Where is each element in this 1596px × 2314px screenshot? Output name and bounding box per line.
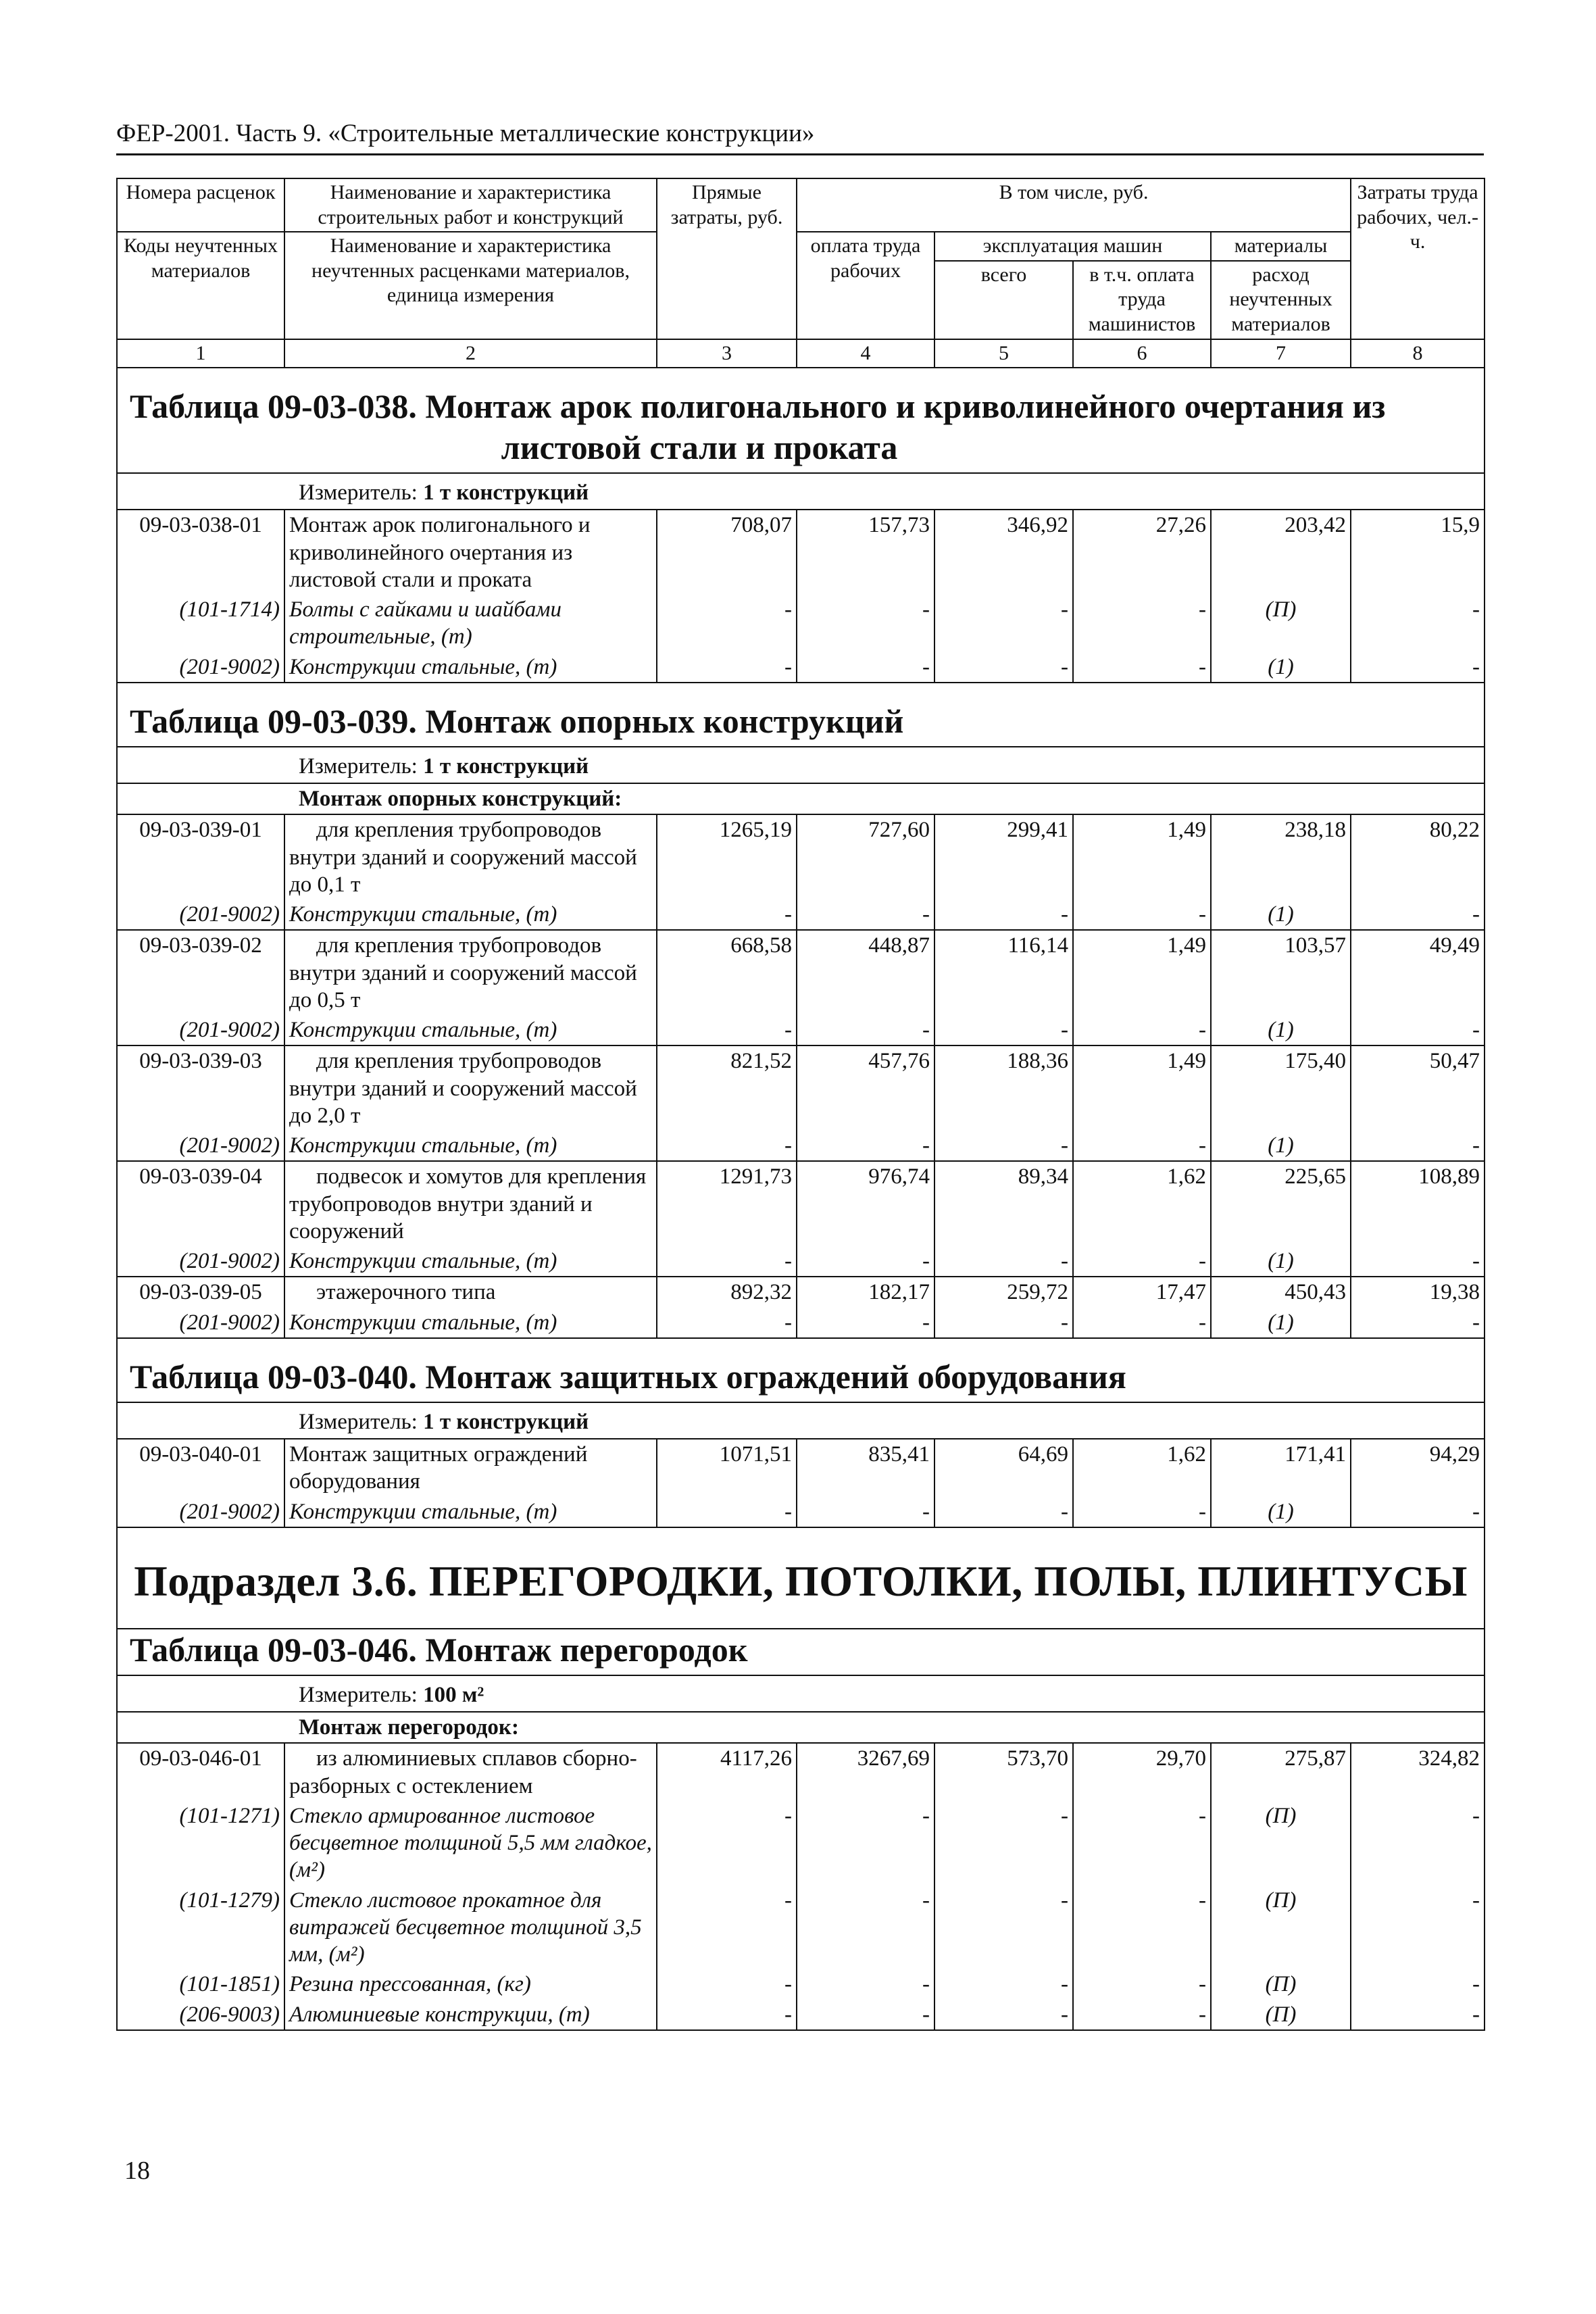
materials: 275,87 [1211,1743,1351,1801]
table-046-title: Таблица 09-03-046. Монтаж перегородок [117,1629,1485,1675]
dash: - [934,1308,1073,1338]
direct-costs: 668,58 [657,930,797,1015]
dash: - [934,1969,1073,1999]
table-046-unit [117,1675,1485,1712]
table-039-title: Таблица 09-03-039. Монтаж опорных конструкций [117,683,1485,747]
material-qty: (1) [1211,900,1351,930]
wages: 182,17 [797,1277,934,1307]
rate-code: 09-03-039-01 [117,814,284,900]
dash: - [1351,1497,1485,1527]
dash: - [1073,1497,1211,1527]
price-table [116,178,1485,2031]
machinists-wages: 1,62 [1073,1161,1211,1246]
rate-name [284,1161,657,1246]
dash: - [934,1015,1073,1045]
col-unaccounted-materials: расход неучтенных материалов [1211,261,1351,339]
material-name: Конструкции стальные, (т) [284,652,657,683]
table-039-unit [117,747,1485,783]
dash: - [1351,1246,1485,1277]
rate-code: 09-03-038-01 [117,510,284,595]
col-materials: материалы [1211,232,1351,261]
labor: 94,29 [1351,1439,1485,1497]
material-name: Конструкции стальные, (т) [284,1308,657,1338]
direct-costs: 1265,19 [657,814,797,900]
machines-total: 64,69 [934,1439,1073,1497]
unit-label: Измеритель: [299,1682,424,1707]
dash: - [797,1308,934,1338]
material-qty: (1) [1211,1015,1351,1045]
dash: - [934,595,1073,652]
wages: 157,73 [797,510,934,595]
dash: - [1351,652,1485,683]
rate-code: 09-03-046-01 [117,1743,284,1801]
table-038-title-line1: Таблица 09-03-038. Монтаж арок полигонального и криволинейного очертания из [130,387,1386,426]
dash: - [1073,652,1211,683]
dash: - [797,1246,934,1277]
material-code: (101-1714) [117,595,284,652]
wages: 835,41 [797,1439,934,1497]
labor: 15,9 [1351,510,1485,595]
wages: 727,60 [797,814,934,900]
material-code: (201-9002) [117,652,284,683]
col-num-4: 4 [797,339,934,368]
material-row [117,1308,1485,1338]
material-name: Стекло листовое прокатное для витражей бесцветное толщиной 3,5 мм, (м²) [284,1886,657,1970]
col-num-8: 8 [1351,339,1485,368]
dash: - [657,595,797,652]
col-rate-numbers: Номера расценок [117,178,284,232]
material-qty: (П) [1211,1886,1351,1970]
col-material-codes: Коды неучтенных материалов [117,232,284,339]
wages: 3267,69 [797,1743,934,1801]
table-row [117,1743,1485,1801]
machinists-wages: 1,62 [1073,1439,1211,1497]
material-code: (201-9002) [117,1308,284,1338]
material-name: Конструкции стальные, (т) [284,1015,657,1045]
unit-label: Измеритель: [299,1409,424,1434]
dash: - [657,1015,797,1045]
material-qty: (1) [1211,1246,1351,1277]
material-code: (101-1271) [117,1801,284,1886]
dash: - [1351,900,1485,930]
rate-code: 09-03-039-02 [117,930,284,1015]
col-num-2: 2 [284,339,657,368]
labor: 80,22 [1351,814,1485,900]
dash: - [797,652,934,683]
dash: - [1073,1886,1211,1970]
dash: - [1351,1308,1485,1338]
col-machines-total: всего [934,261,1073,339]
material-row [117,2000,1485,2030]
dash: - [797,1497,934,1527]
dash: - [1351,1969,1485,1999]
material-qty: (1) [1211,652,1351,683]
dash: - [657,652,797,683]
rate-name-text: подвесок и хомутов для крепления трубопроводов внутри зданий и сооружений [289,1164,647,1244]
dash: - [934,1886,1073,1970]
material-name: Стекло армированное листовое бесцветное толщиной 5,5 мм гладкое, (м²) [284,1801,657,1886]
material-row [117,1246,1485,1277]
rate-name-text: из алюминиевых сплавов сборно-разборных с остеклением [289,1746,637,1798]
machinists-wages: 1,49 [1073,930,1211,1015]
material-code: (206-9003) [117,2000,284,2030]
col-machinists-wages: в т.ч. оплата труда машинистов [1073,261,1211,339]
material-row [117,900,1485,930]
dash: - [797,595,934,652]
material-qty: (П) [1211,2000,1351,2030]
material-name: Конструкции стальные, (т) [284,1497,657,1527]
material-code: (201-9002) [117,1015,284,1045]
table-row [117,930,1485,1015]
dash: - [934,900,1073,930]
table-row [117,814,1485,900]
material-row [117,1131,1485,1161]
material-row [117,595,1485,652]
dash: - [934,1801,1073,1886]
direct-costs: 892,32 [657,1277,797,1307]
dash: - [657,1886,797,1970]
dash: - [657,1246,797,1277]
dash: - [797,2000,934,2030]
dash: - [657,1131,797,1161]
machines-total: 573,70 [934,1743,1073,1801]
dash: - [1073,1308,1211,1338]
rate-name [284,1045,657,1131]
dash: - [657,1308,797,1338]
material-qty: (1) [1211,1497,1351,1527]
machines-total: 346,92 [934,510,1073,595]
dash: - [1073,1131,1211,1161]
materials: 225,65 [1211,1161,1351,1246]
material-code: (201-9002) [117,1497,284,1527]
material-qty: (П) [1211,1969,1351,1999]
rate-name-text: для крепления трубопроводов внутри зданий и сооружений массой до 0,5 т [289,933,637,1012]
material-qty: (П) [1211,595,1351,652]
direct-costs: 821,52 [657,1045,797,1131]
dash: - [934,1131,1073,1161]
dash: - [1351,1801,1485,1886]
material-name: Конструкции стальные, (т) [284,900,657,930]
dash: - [797,900,934,930]
dash: - [1073,1969,1211,1999]
material-row [117,1015,1485,1045]
direct-costs: 1071,51 [657,1439,797,1497]
machinists-wages: 1,49 [1073,814,1211,900]
material-name: Алюминиевые конструкции, (т) [284,2000,657,2030]
table-038-title-line2: листовой стали и проката [501,428,898,467]
col-num-1: 1 [117,339,284,368]
material-name: Конструкции стальные, (т) [284,1246,657,1277]
direct-costs: 4117,26 [657,1743,797,1801]
rate-name: Монтаж арок полигонального и криволинейного очертания из листовой стали и проката [284,510,657,595]
table-038-title [117,368,1485,473]
table-row [117,1161,1485,1246]
direct-costs: 1291,73 [657,1161,797,1246]
dash: - [934,1246,1073,1277]
machines-total: 259,72 [934,1277,1073,1307]
machinists-wages: 1,49 [1073,1045,1211,1131]
dash: - [1351,595,1485,652]
table-040-unit [117,1402,1485,1439]
rate-code: 09-03-039-05 [117,1277,284,1307]
machinists-wages: 27,26 [1073,510,1211,595]
dash: - [797,1131,934,1161]
materials: 450,43 [1211,1277,1351,1307]
dash: - [934,652,1073,683]
col-wages: оплата труда рабочих [797,232,934,339]
dash: - [1351,1131,1485,1161]
col-including: В том числе, руб. [797,178,1351,232]
material-row [117,1969,1485,1999]
material-row [117,652,1485,683]
subsection-title: Подраздел 3.6. ПЕРЕГОРОДКИ, ПОТОЛКИ, ПОЛЫ, ПЛИНТУСЫ [117,1527,1485,1629]
material-qty: (П) [1211,1801,1351,1886]
machinists-wages: 29,70 [1073,1743,1211,1801]
group-label: Монтаж перегородок: [117,1712,1485,1743]
dash: - [1351,1886,1485,1970]
page-number: 18 [124,2157,150,2185]
wages: 448,87 [797,930,934,1015]
material-name: Резина прессованная, (кг) [284,1969,657,1999]
unit-value: 100 м² [423,1682,484,1707]
material-code: (101-1279) [117,1886,284,1970]
rate-name-text: этажерочного типа [316,1280,496,1305]
materials: 203,42 [1211,510,1351,595]
material-row [117,1886,1485,1970]
dash: - [797,1015,934,1045]
dash: - [1073,1801,1211,1886]
wages: 976,74 [797,1161,934,1246]
col-num-6: 6 [1073,339,1211,368]
col-num-3: 3 [657,339,797,368]
material-row [117,1801,1485,1886]
labor: 324,82 [1351,1743,1485,1801]
materials: 238,18 [1211,814,1351,900]
group-label: Монтаж опорных конструкций: [117,783,1485,814]
dash: - [657,1497,797,1527]
rate-code: 09-03-039-03 [117,1045,284,1131]
direct-costs: 708,07 [657,510,797,595]
material-qty: (1) [1211,1308,1351,1338]
rate-name-text: для крепления трубопроводов внутри зданий и сооружений массой до 0,1 т [289,818,637,897]
dash: - [1073,2000,1211,2030]
wages: 457,76 [797,1045,934,1131]
material-name: Болты с гайками и шайбами строительные, (т) [284,595,657,652]
dash: - [1073,595,1211,652]
table-row [117,1439,1485,1497]
col-labor: Затраты труда рабочих, чел.-ч. [1351,178,1485,339]
machines-total: 188,36 [934,1045,1073,1131]
rate-name [284,1277,657,1307]
rate-name-text: для крепления трубопроводов внутри зданий и сооружений массой до 2,0 т [289,1049,637,1128]
dash: - [797,1801,934,1886]
labor: 49,49 [1351,930,1485,1015]
table-040-title: Таблица 09-03-040. Монтаж защитных ограждений оборудования [117,1338,1485,1402]
dash: - [657,2000,797,2030]
rate-code: 09-03-039-04 [117,1161,284,1246]
dash: - [797,1969,934,1999]
rate-name [284,814,657,900]
col-num-5: 5 [934,339,1073,368]
dash: - [1073,900,1211,930]
rate-name: Монтаж защитных ограждений оборудования [284,1439,657,1497]
material-code: (201-9002) [117,1246,284,1277]
material-qty: (1) [1211,1131,1351,1161]
labor: 50,47 [1351,1045,1485,1131]
rate-name [284,1743,657,1801]
unit-value: 1 т конструкций [423,1409,589,1434]
dash: - [1351,2000,1485,2030]
machinists-wages: 17,47 [1073,1277,1211,1307]
rate-code: 09-03-040-01 [117,1439,284,1497]
table-row [117,1277,1485,1307]
col-num-7: 7 [1211,339,1351,368]
unit-label: Измеритель: [299,481,424,506]
unit-value: 1 т конструкций [423,481,589,506]
col-direct-costs: Прямые затраты, руб. [657,178,797,339]
dash: - [657,900,797,930]
dash: - [1073,1015,1211,1045]
machines-total: 89,34 [934,1161,1073,1246]
table-row [117,1045,1485,1131]
dash: - [657,1801,797,1886]
dash: - [657,1969,797,1999]
material-name: Конструкции стальные, (т) [284,1131,657,1161]
col-machines: эксплуатация машин [934,232,1211,261]
machines-total: 116,14 [934,930,1073,1015]
rate-name [284,930,657,1015]
labor: 19,38 [1351,1277,1485,1307]
dash: - [797,1886,934,1970]
col-material-name: Наименование и характеристика неучтенных расценками материалов, единица измерения [284,232,657,339]
unit-label: Измеритель: [299,754,424,779]
machines-total: 299,41 [934,814,1073,900]
labor: 108,89 [1351,1161,1485,1246]
dash: - [1073,1246,1211,1277]
material-code: (101-1851) [117,1969,284,1999]
dash: - [934,1497,1073,1527]
material-row [117,1497,1485,1527]
material-code: (201-9002) [117,900,284,930]
table-row [117,510,1485,595]
materials: 171,41 [1211,1439,1351,1497]
table-038-unit [117,473,1485,510]
material-code: (201-9002) [117,1131,284,1161]
materials: 103,57 [1211,930,1351,1015]
materials: 175,40 [1211,1045,1351,1131]
dash: - [934,2000,1073,2030]
unit-value: 1 т конструкций [423,754,589,779]
page-header: ФЕР-2001. Часть 9. «Строительные металлические конструкции» [116,119,1484,155]
col-work-name: Наименование и характеристика строительных работ и конструкций [284,178,657,232]
dash: - [1351,1015,1485,1045]
